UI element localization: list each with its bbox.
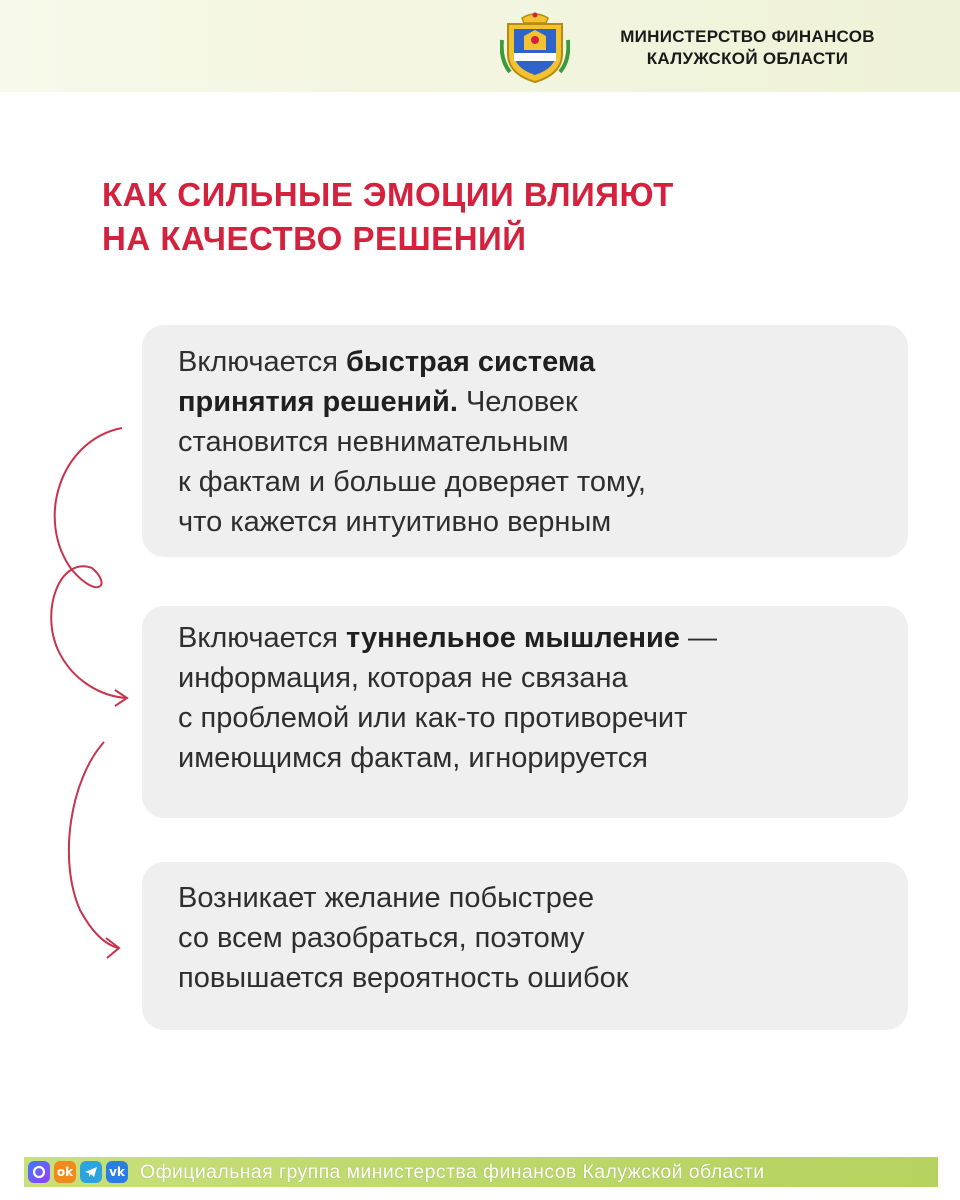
title-line1: КАК СИЛЬНЫЕ ЭМОЦИИ ВЛИЯЮТ (102, 176, 674, 213)
ministry-name-line1: МИНИСТЕРСТВО ФИНАНСОВ (620, 27, 875, 46)
card1-line3: становится невнимательным (178, 426, 569, 458)
card2-line4: имеющимся фактам, игнорируется (178, 742, 648, 774)
card1-text: Человек (457, 386, 578, 418)
social-links (28, 1161, 132, 1183)
card2-text: — (679, 622, 717, 654)
card2-line1 (178, 618, 882, 658)
header-banner (0, 0, 960, 92)
footer-bar (24, 1157, 938, 1187)
coat-of-arms-icon (500, 10, 570, 84)
footer-text: Официальная группа министерства финансов Калужской области (140, 1160, 765, 1183)
info-card-3 (142, 862, 908, 1030)
card2-bold: туннельное мышление (346, 622, 680, 654)
page-title (102, 173, 822, 261)
odnoklassniki-icon[interactable]: ok (54, 1161, 76, 1183)
info-card-1 (142, 325, 908, 557)
card2-line3: с проблемой или как-то противоречит (178, 702, 688, 734)
card3-line3: повышается вероятность ошибок (178, 962, 629, 994)
card1-line2 (178, 382, 882, 422)
card2-line2: информация, которая не связана (178, 662, 628, 694)
card1-line5: что кажется интуитивно верным (178, 506, 612, 538)
card2-text: Включается (178, 622, 347, 654)
telegram-icon[interactable] (80, 1161, 102, 1183)
curved-arrow-icon (69, 742, 118, 948)
card1-text: Включается (178, 346, 347, 378)
max-icon[interactable] (28, 1161, 50, 1183)
arrow-head-icon (115, 690, 127, 706)
ministry-name-line2: КАЛУЖСКОЙ ОБЛАСТИ (646, 49, 849, 68)
info-card-2 (142, 606, 908, 818)
ministry-name (575, 26, 920, 70)
vk-icon[interactable]: vk (106, 1161, 128, 1183)
card3-line1: Возникает желание побыстрее (178, 882, 595, 914)
card3-line2: со всем разобраться, поэтому (178, 922, 585, 954)
card1-bold: принятия решений. (178, 386, 458, 418)
card1-line4: к фактам и больше доверяет тому, (178, 466, 646, 498)
arrow-head-icon (106, 938, 119, 958)
card1-line1 (178, 342, 882, 382)
curved-arrow-icon (51, 428, 126, 698)
card1-bold: быстрая система (346, 346, 596, 378)
title-line2: НА КАЧЕСТВО РЕШЕНИЙ (102, 220, 527, 257)
